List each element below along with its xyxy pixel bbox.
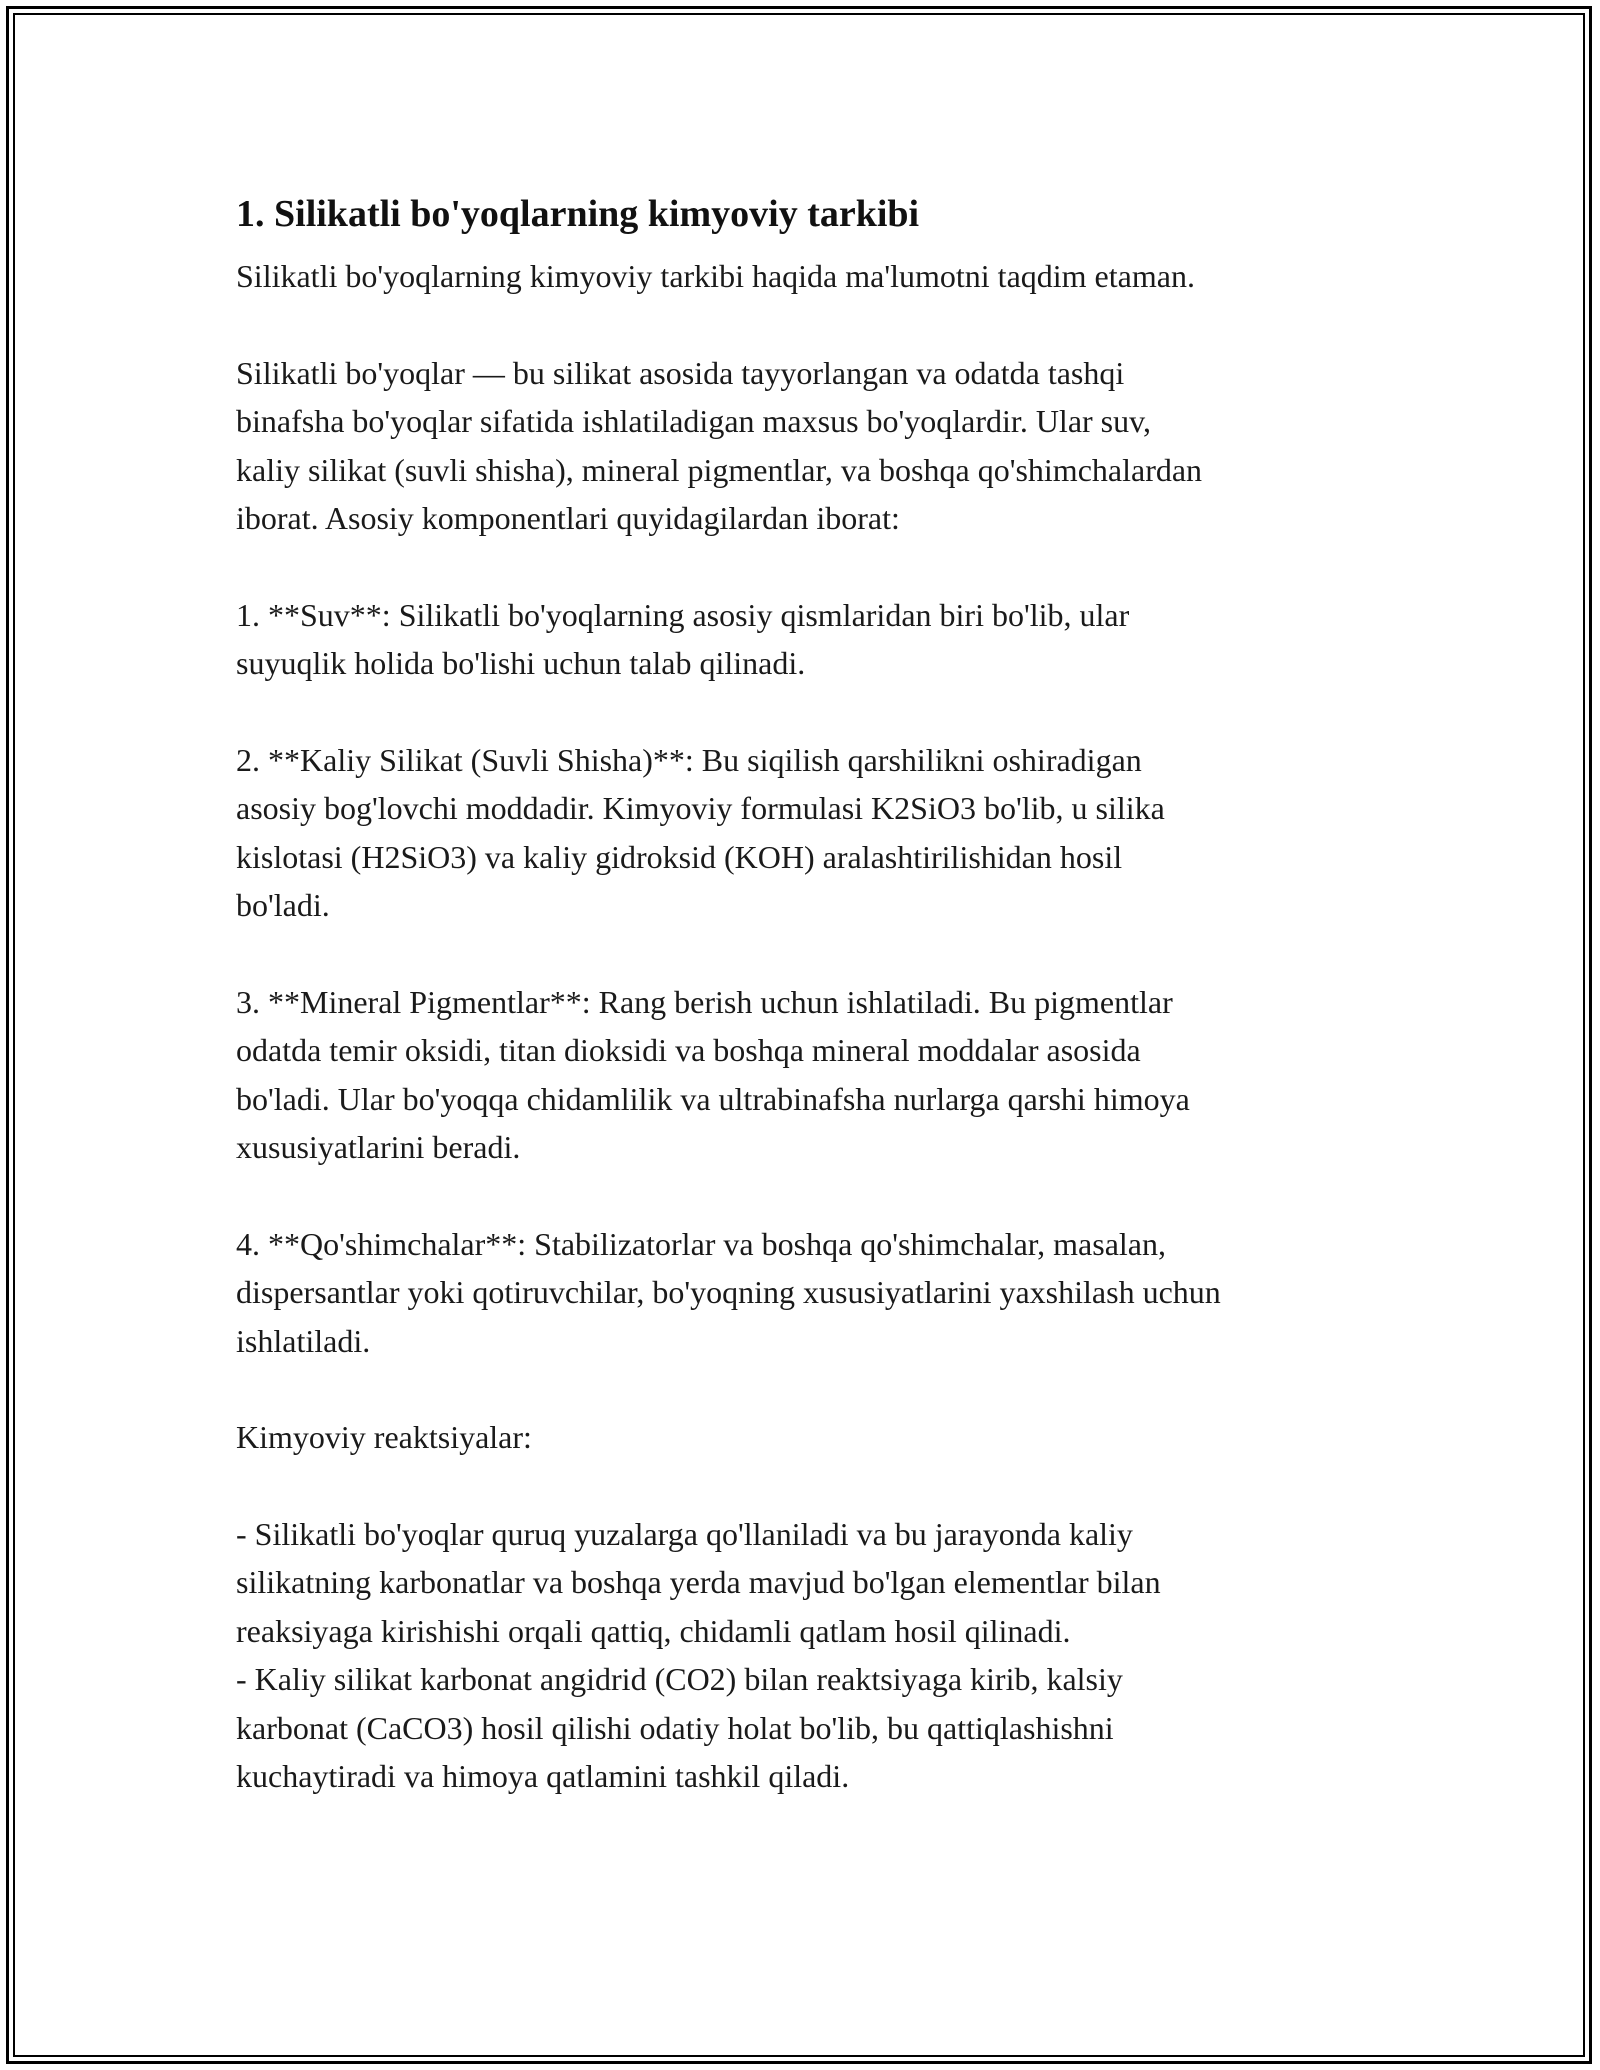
component-pigments-paragraph: 3. **Mineral Pigmentlar**: Rang berish uchun ishlatiladi. Bu pigmentlar odatda temir oksidi, titan dioksidi va boshqa mineral moddalar asosida bo'ladi. Ular bo'yoqqa chidamlilik va ultrabinafsha nurlarga qarshi himoya xususiyatlarini beradi. <box>236 983 1190 1165</box>
component-additives-paragraph: 4. **Qo'shimchalar**: Stabilizatorlar va boshqa qo'shimchalar, masalan, dispersantlar yoki qotiruvchilar, bo'yoqning xususiyatlarini yaxshilash uchun ishlatiladi. <box>236 1225 1221 1359</box>
intro-paragraph: Silikatli bo'yoqlarning kimyoviy tarkibi haqida ma'lumotni taqdim etaman. <box>236 258 1195 294</box>
component-water-paragraph: 1. **Suv**: Silikatli bo'yoqlarning asosiy qismlaridan biri bo'lib, ular suyuqlik holida bo'lishi uchun talab qilinadi. <box>236 596 1130 681</box>
document-title: 1. Silikatli bo'yoqlarning kimyoviy tarkibi <box>236 193 920 235</box>
definition-paragraph: Silikatli bo'yoqlar — bu silikat asosida tayyorlangan va odatda tashqi binafsha bo'yoqlar sifatida ishlatiladigan maxsus bo'yoqlardir. Ular suv, kaliy silikat (suvli shisha), mineral pigmentlar, va boshqa qo'shimchalardan iborat. Asosiy komponentlari quyidagilardan iborat: <box>236 354 1203 536</box>
component-potassium-silicate-paragraph: 2. **Kaliy Silikat (Suvli Shisha)**: Bu siqilish qarshilikni oshiradigan asosiy bog'lovchi moddadir. Kimyoviy formulasi K2SiO3 bo'lib, u silika kislotasi (H2SiO3) va kaliy gidroksid (KOH) aralashtirilishidan hosil bo'ladi. <box>236 741 1165 923</box>
reactions-heading: Kimyoviy reaktsiyalar: <box>236 1419 532 1455</box>
document-body <box>236 190 1376 1801</box>
reactions-list: - Silikatli bo'yoqlar quruq yuzalarga qo'llaniladi va bu jarayonda kaliy silikatning karbonatlar va boshqa yerda mavjud bo'lgan elementlar bilan reaksiyaga kirishishi orqali qattiq, chidamli qatlam hosil qilinadi. - Kaliy silikat karbonat angidrid (CO2) bilan reaktsiyaga kirib, kalsiy karbonat (CaCO3) hosil qilishi odatiy holat bo'lib, bu qattiqlashishni kuchaytiradi va himoya qatlamini tashkil qiladi. <box>236 1515 1161 1794</box>
